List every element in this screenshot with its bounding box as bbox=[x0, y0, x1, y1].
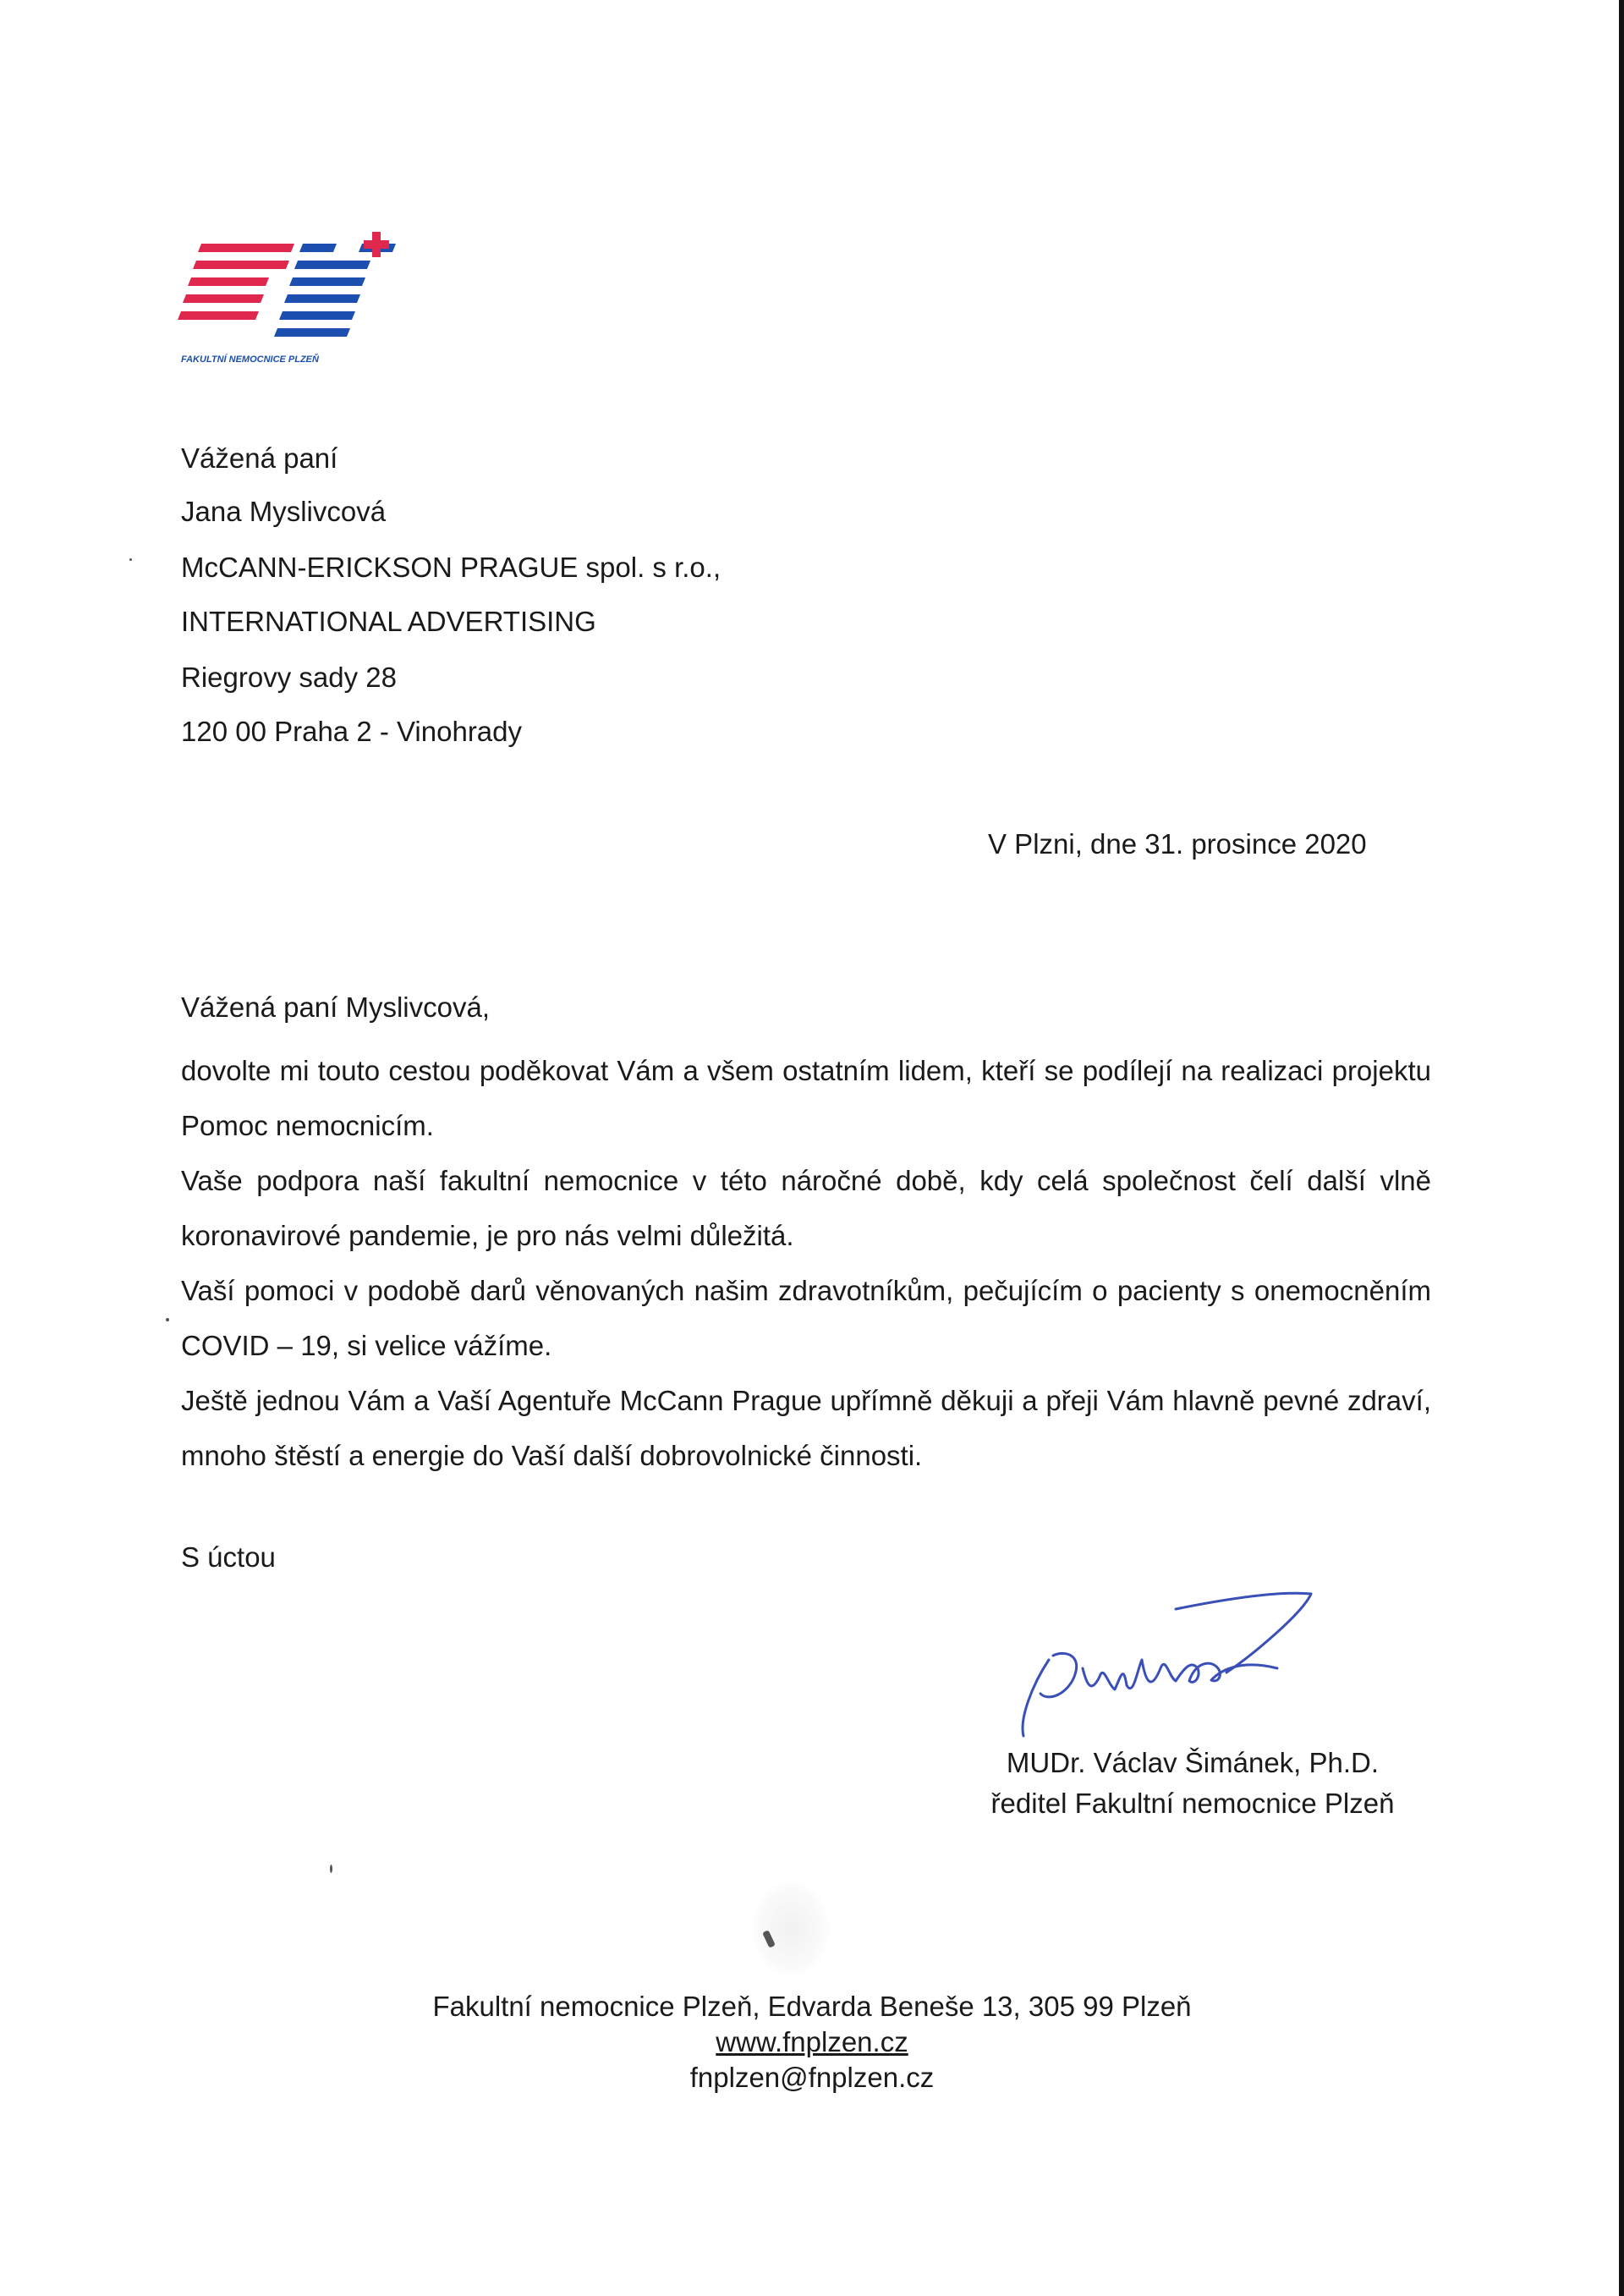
footer-address: Fakultní nemocnice Plzeň, Edvarda Beneše 13, 305 99 Plzeň bbox=[432, 1991, 1192, 2022]
recipient-salutation: Vážená paní bbox=[181, 442, 338, 474]
footer-website-link[interactable]: www.fnplzen.cz bbox=[716, 2026, 908, 2057]
recipient-division: INTERNATIONAL ADVERTISING bbox=[181, 606, 596, 637]
scan-speck bbox=[129, 558, 132, 561]
plus-icon bbox=[364, 232, 389, 257]
recipient-city: 120 00 Praha 2 - Vinohrady bbox=[181, 716, 523, 747]
signer-title: ředitel Fakultní nemocnice Plzeň bbox=[990, 1788, 1395, 1819]
letter-paragraph: Vaše podpora naší fakultní nemocnice v této náročné době, kdy celá společnost čelí další vlně koronavirové pandemie, je pro nás velmi důležitá. bbox=[181, 1165, 1431, 1251]
signer-block bbox=[939, 1743, 1446, 1824]
logo-caption: FAKULTNÍ NEMOCNICE PLZEŇ bbox=[181, 354, 319, 365]
page-edge bbox=[1619, 0, 1624, 2296]
recipient-street: Riegrovy sady 28 bbox=[181, 662, 397, 693]
hospital-logo bbox=[176, 227, 413, 384]
letter-paragraph: Ještě jednou Vám a Vaší Agentuře McCann Prague upřímně děkuji a přeji Vám hlavně pevné zdraví, mnoho štěstí a energie do Vaší další dobrovolnické činnosti. bbox=[181, 1385, 1431, 1471]
scan-speck bbox=[166, 1318, 169, 1321]
signer-name: MUDr. Václav Šimánek, Ph.D. bbox=[1006, 1747, 1380, 1778]
scan-speck bbox=[330, 1865, 332, 1873]
logo-stripes-blue bbox=[274, 244, 396, 337]
letter-paragraph: Vaší pomoci v podobě darů věnovaných našim zdravotníkům, pečujícím o pacienty s onemocněním COVID – 19, si velice vážíme. bbox=[181, 1275, 1431, 1361]
handwritten-signature bbox=[973, 1575, 1362, 1753]
footer-email[interactable]: fnplzen@fnplzen.cz bbox=[689, 2062, 935, 2093]
logo-stripes-red bbox=[178, 244, 294, 320]
letter-body bbox=[181, 1043, 1431, 1483]
recipient-company: McCANN-ERICKSON PRAGUE spol. s r.o., bbox=[181, 552, 721, 583]
scan-smudge bbox=[753, 1882, 829, 1975]
letter-date: V Plzni, dne 31. prosince 2020 bbox=[988, 828, 1367, 860]
letter-closing: S úctou bbox=[181, 1541, 276, 1573]
letter-greeting: Vážená paní Myslivcová, bbox=[181, 991, 491, 1023]
recipient-name: Jana Myslivcová bbox=[181, 496, 387, 527]
letter-footer bbox=[0, 1989, 1624, 2096]
letter-paragraph: dovolte mi touto cestou poděkovat Vám a všem ostatním lidem, kteří se podílejí na realizaci projektu Pomoc nemocnicím. bbox=[181, 1055, 1431, 1141]
